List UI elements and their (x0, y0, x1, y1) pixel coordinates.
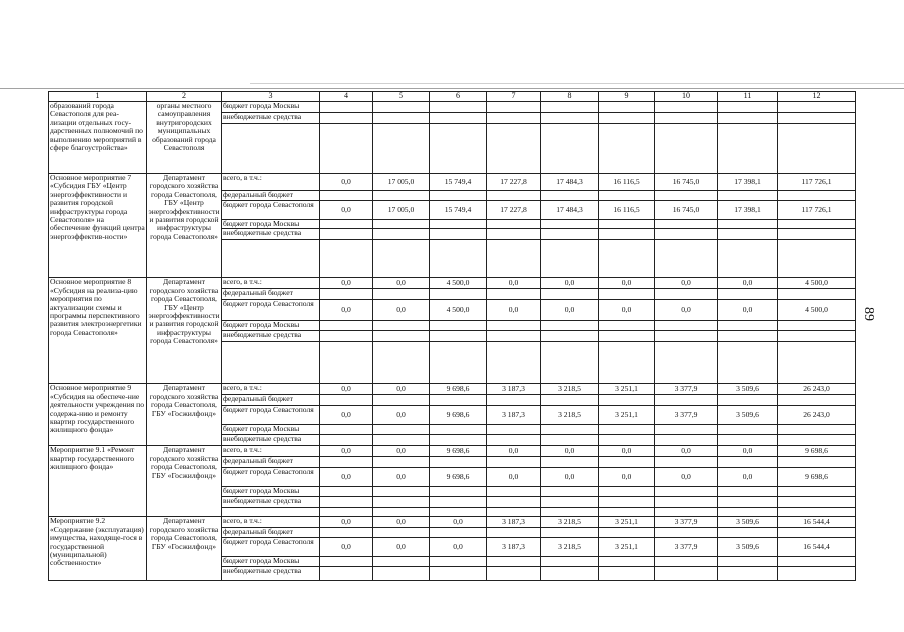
value-cell: 3 187,3 (487, 406, 541, 425)
value-cell: 3 251,1 (599, 538, 655, 557)
value-cell: 0,0 (599, 300, 655, 321)
col-header: 1 (49, 92, 147, 102)
budget-table (48, 91, 856, 581)
value-cell: 0,0 (718, 446, 778, 457)
value-cell: 16 544,4 (778, 538, 856, 557)
value-cell: 3 187,3 (487, 384, 541, 395)
col-header: 3 (222, 92, 320, 102)
executor: Департамент городского хозяйства города Севастополя, ГБУ «Центр энергоэффективности и развития городской инфраструктуры города Севастополя» (147, 174, 222, 278)
value-cell: 0,0 (320, 278, 373, 289)
measure-name: Основное мероприятие 9 «Субсидия на обеспече-ние деятельности учреждения по содержа-нию и ремонту квартир государственного жилищного фонда» (49, 384, 147, 446)
value-cell: 9 698,6 (430, 384, 487, 395)
source-label: внебюджетные средства (222, 497, 320, 508)
col-header: 2 (147, 92, 222, 102)
value-cell: 117 726,1 (778, 174, 856, 191)
source-label: бюджет города Москвы (222, 487, 320, 497)
value-cell: 4 500,0 (430, 278, 487, 289)
col-header: 11 (718, 92, 778, 102)
measure-name: Основное мероприятие 8 «Субсидия на реализа-цию мероприятия по актуализации схемы и программы перспективного развития электроэнергетики города Севастополя» (49, 278, 147, 384)
value-cell: 17 484,3 (541, 174, 599, 191)
value-cell: 3 377,9 (655, 406, 718, 425)
value-cell: 16 745,0 (655, 201, 718, 220)
value-cell: 0,0 (373, 406, 430, 425)
source-label: бюджет города Москвы (222, 102, 320, 113)
value-cell: 15 749,4 (430, 174, 487, 191)
value-cell: 0,0 (599, 446, 655, 457)
executor: Департамент городского хозяйства города Севастополя, ГБУ «Госжилфонд» (147, 446, 222, 517)
value-cell: 0,0 (373, 538, 430, 557)
value-cell: 0,0 (541, 468, 599, 487)
page-number: 89 (861, 307, 876, 321)
value-cell: 0,0 (541, 446, 599, 457)
col-header: 7 (487, 92, 541, 102)
value-cell: 3 218,5 (541, 538, 599, 557)
value-cell: 9 698,6 (778, 468, 856, 487)
value-cell: 26 243,0 (778, 384, 856, 395)
value-cell: 16 745,0 (655, 174, 718, 191)
value-cell: 3 187,3 (487, 517, 541, 528)
value-cell: 17 398,1 (718, 201, 778, 220)
source-label: бюджет города Москвы (222, 425, 320, 435)
value-cell: 9 698,6 (430, 406, 487, 425)
value-cell: 0,0 (487, 300, 541, 321)
value-cell: 0,0 (373, 446, 430, 457)
value-cell: 0,0 (487, 468, 541, 487)
col-header: 8 (541, 92, 599, 102)
source-label: внебюджетные средства (222, 331, 320, 342)
source-label: федеральный бюджет (222, 528, 320, 538)
value-cell: 0,0 (430, 538, 487, 557)
value-cell: 4 500,0 (430, 300, 487, 321)
value-cell: 0,0 (655, 278, 718, 289)
value-cell: 17 398,1 (718, 174, 778, 191)
col-header: 6 (430, 92, 487, 102)
value-cell: 0,0 (718, 468, 778, 487)
source-label: внебюджетные средства (222, 113, 320, 124)
value-cell: 3 509,6 (718, 384, 778, 395)
value-cell: 0,0 (320, 201, 373, 220)
value-cell: 3 218,5 (541, 384, 599, 395)
source-label: бюджет города Москвы (222, 220, 320, 229)
value-cell: 0,0 (430, 517, 487, 528)
value-cell: 17 484,3 (541, 201, 599, 220)
value-cell: 17 227,8 (487, 174, 541, 191)
value-cell: 0,0 (320, 406, 373, 425)
value-cell: 9 698,6 (778, 446, 856, 457)
value-cell: 3 251,1 (599, 406, 655, 425)
source-label: всего, в т.ч.: (222, 174, 320, 191)
col-header: 9 (599, 92, 655, 102)
value-cell: 0,0 (373, 278, 430, 289)
scan-artifact-line (250, 83, 904, 84)
source-label: внебюджетные средства (222, 435, 320, 446)
source-label: бюджет города Севастополя (222, 300, 320, 321)
value-cell: 0,0 (599, 278, 655, 289)
measure-name: образований города Севастополя для реа-лизации отдельных госу-дарственных полномочий по выполнению мероприятий в сфере благоустройства» (49, 102, 147, 174)
executor: Департамент городского хозяйства города Севастополя, ГБУ «Госжилфонд» (147, 384, 222, 446)
value-cell: 0,0 (655, 300, 718, 321)
source-label: бюджет города Севастополя (222, 538, 320, 557)
measure-name: Мероприятие 9.1 «Ремонт квартир государственного жилищного фонда» (49, 446, 147, 517)
value-cell: 0,0 (320, 517, 373, 528)
value-cell: 0,0 (320, 300, 373, 321)
value-cell: 4 500,0 (778, 278, 856, 289)
source-label: бюджет города Севастополя (222, 201, 320, 220)
value-cell: 3 251,1 (599, 517, 655, 528)
value-cell: 4 500,0 (778, 300, 856, 321)
value-cell: 3 509,6 (718, 406, 778, 425)
value-cell: 0,0 (655, 468, 718, 487)
value-cell: 0,0 (541, 300, 599, 321)
executor: органы местного самоуправления внутригородских муниципальных образований города Севастополя (147, 102, 222, 174)
source-label: федеральный бюджет (222, 395, 320, 406)
value-cell: 16 116,5 (599, 201, 655, 220)
measure-name: Мероприятие 9.2 «Содержание (эксплуатация) имущества, находящe-гося в государственной (муниципальной) собственности» (49, 517, 147, 581)
value-cell: 9 698,6 (430, 446, 487, 457)
value-cell: 0,0 (541, 278, 599, 289)
value-cell: 3 251,1 (599, 384, 655, 395)
value-cell: 17 005,0 (373, 201, 430, 220)
value-cell: 17 227,8 (487, 201, 541, 220)
col-header: 5 (373, 92, 430, 102)
scan-artifact-line (0, 88, 904, 89)
value-cell: 3 377,9 (655, 384, 718, 395)
value-cell: 0,0 (373, 384, 430, 395)
col-header: 12 (778, 92, 856, 102)
measure-name: Основное мероприятие 7 «Субсидия ГБУ «Центр энергоэффективности и развития городской инфраструктуры города Севастополя» на обеспечение функций центра энергоэффектив-ности» (49, 174, 147, 278)
value-cell: 0,0 (320, 468, 373, 487)
source-label: всего, в т.ч.: (222, 446, 320, 457)
value-cell: 17 005,0 (373, 174, 430, 191)
value-cell: 0,0 (320, 446, 373, 457)
source-label: всего, в т.ч.: (222, 278, 320, 289)
value-cell: 0,0 (718, 300, 778, 321)
value-cell: 15 749,4 (430, 201, 487, 220)
source-label: бюджет города Севастополя (222, 406, 320, 425)
value-cell: 0,0 (718, 278, 778, 289)
value-cell: 0,0 (320, 538, 373, 557)
value-cell: 0,0 (599, 468, 655, 487)
value-cell: 3 377,9 (655, 517, 718, 528)
source-label: всего, в т.ч.: (222, 517, 320, 528)
col-header: 10 (655, 92, 718, 102)
value-cell: 3 187,3 (487, 538, 541, 557)
source-label: внебюджетные средства (222, 567, 320, 581)
value-cell: 3 218,5 (541, 517, 599, 528)
value-cell: 3 509,6 (718, 538, 778, 557)
value-cell: 9 698,6 (430, 468, 487, 487)
source-label: всего, в т.ч.: (222, 384, 320, 395)
value-cell: 26 243,0 (778, 406, 856, 425)
value-cell: 0,0 (320, 384, 373, 395)
source-label: бюджет города Москвы (222, 321, 320, 331)
value-cell: 3 377,9 (655, 538, 718, 557)
table-header (49, 92, 856, 102)
source-label: бюджет города Москвы (222, 557, 320, 567)
value-cell: 3 218,5 (541, 406, 599, 425)
value-cell: 16 116,5 (599, 174, 655, 191)
value-cell: 0,0 (487, 278, 541, 289)
source-label: федеральный бюджет (222, 457, 320, 468)
value-cell: 0,0 (320, 174, 373, 191)
value-cell: 117 726,1 (778, 201, 856, 220)
value-cell: 16 544,4 (778, 517, 856, 528)
value-cell: 3 509,6 (718, 517, 778, 528)
source-label: бюджет города Севастополя (222, 468, 320, 487)
source-label: федеральный бюджет (222, 289, 320, 300)
value-cell: 0,0 (373, 300, 430, 321)
col-header: 4 (320, 92, 373, 102)
value-cell: 0,0 (373, 517, 430, 528)
executor: Департамент городского хозяйства города Севастополя, ГБУ «Госжилфонд» (147, 517, 222, 581)
source-label: внебюджетные средства (222, 229, 320, 240)
executor: Департамент городского хозяйства города Севастополя, ГБУ «Центр энергоэффективности и развития городской инфраструктуры города Севастополя» (147, 278, 222, 384)
source-label: федеральный бюджет (222, 191, 320, 201)
value-cell: 0,0 (373, 468, 430, 487)
value-cell: 0,0 (487, 446, 541, 457)
value-cell: 0,0 (655, 446, 718, 457)
